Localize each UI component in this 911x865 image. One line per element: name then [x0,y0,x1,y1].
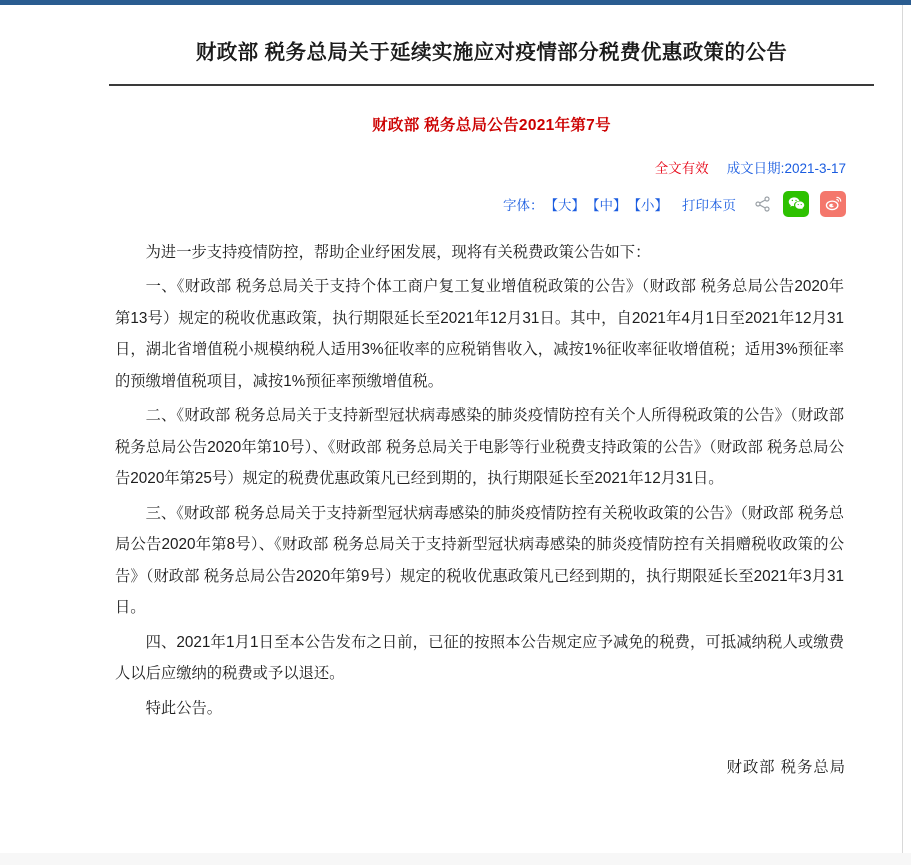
body-paragraph: 四、2021年1月1日至本公告发布之日前，已征的按照本公告规定应予减免的税费，可抵减纳税人或缴费人以后应缴纳的税费或予以退还。 [115,633,844,683]
document-signature: 财政部 税务总局 [726,759,846,777]
document-number: 财政部 税务总局公告2021年第7号 [372,116,611,134]
page-frame [0,5,903,853]
body-paragraph: 二、《财政部 税务总局关于支持新型冠状病毒感染的肺炎疫情防控有关个人所得税政策的公告》（财政部 税务总局公告2020年第10号）、《财政部 税务总局关于电影等行业税费支持政策的公告》（财政部 税务总局公告2020年第25号）规定的税费优惠政策凡已经到期的，执行期限延长至2021年12月31日。 [115,407,844,488]
font-size-medium-link[interactable]: 【中】 [586,197,627,213]
document-content [109,5,874,777]
font-size-large-link[interactable]: 【大】 [544,197,585,213]
body-paragraph: 一、《财政部 税务总局关于支持个体工商户复工复业增值税政策的公告》（财政部 税务总局公告2020年第13号）规定的税收优惠政策，执行期限延长至2021年12月31日。其中，自2021年4月1日至2021年12月31日，湖北省增值税小规模纳税人适用3%征收率的应税销售收入，减按1%征收率征收增值税；适用3%预征率的预缴增值税项目，减按1%预征率预缴增值税。 [115,278,844,390]
bottom-strip [0,853,911,865]
wechat-icon[interactable] [783,191,809,217]
document-body [109,217,874,725]
page-title: 财政部 税务总局关于延续实施应对疫情部分税费优惠政策的公告 [195,41,788,64]
font-size-small-link[interactable]: 【小】 [627,197,668,213]
document-toolbar [109,177,874,217]
weibo-icon[interactable] [820,191,846,217]
status-badge: 全文有效 [654,160,709,176]
document-meta [109,135,874,177]
body-paragraph: 三、《财政部 税务总局关于支持新型冠状病毒感染的肺炎疫情防控有关税收政策的公告》（财政部 税务总局公告2020年第8号）、《财政部 税务总局关于支持新型冠状病毒感染的肺炎疫情防控有关捐赠税收政策的公告》（财政部 税务总局公告2020年第9号）规定的税收优惠政策凡已经到期的，执行期限延长至2021年3月31日。 [115,504,844,617]
body-paragraph: 特此公告。 [145,699,223,717]
issue-date: 成文日期:2021-3-17 [726,160,846,176]
share-icon[interactable] [754,195,772,213]
print-page-link[interactable]: 打印本页 [682,197,736,213]
font-size-label: 字体： [503,197,544,213]
body-paragraph: 为进一步支持疫情防控，帮助企业纾困发展，现将有关税费政策公告如下： [145,243,651,261]
